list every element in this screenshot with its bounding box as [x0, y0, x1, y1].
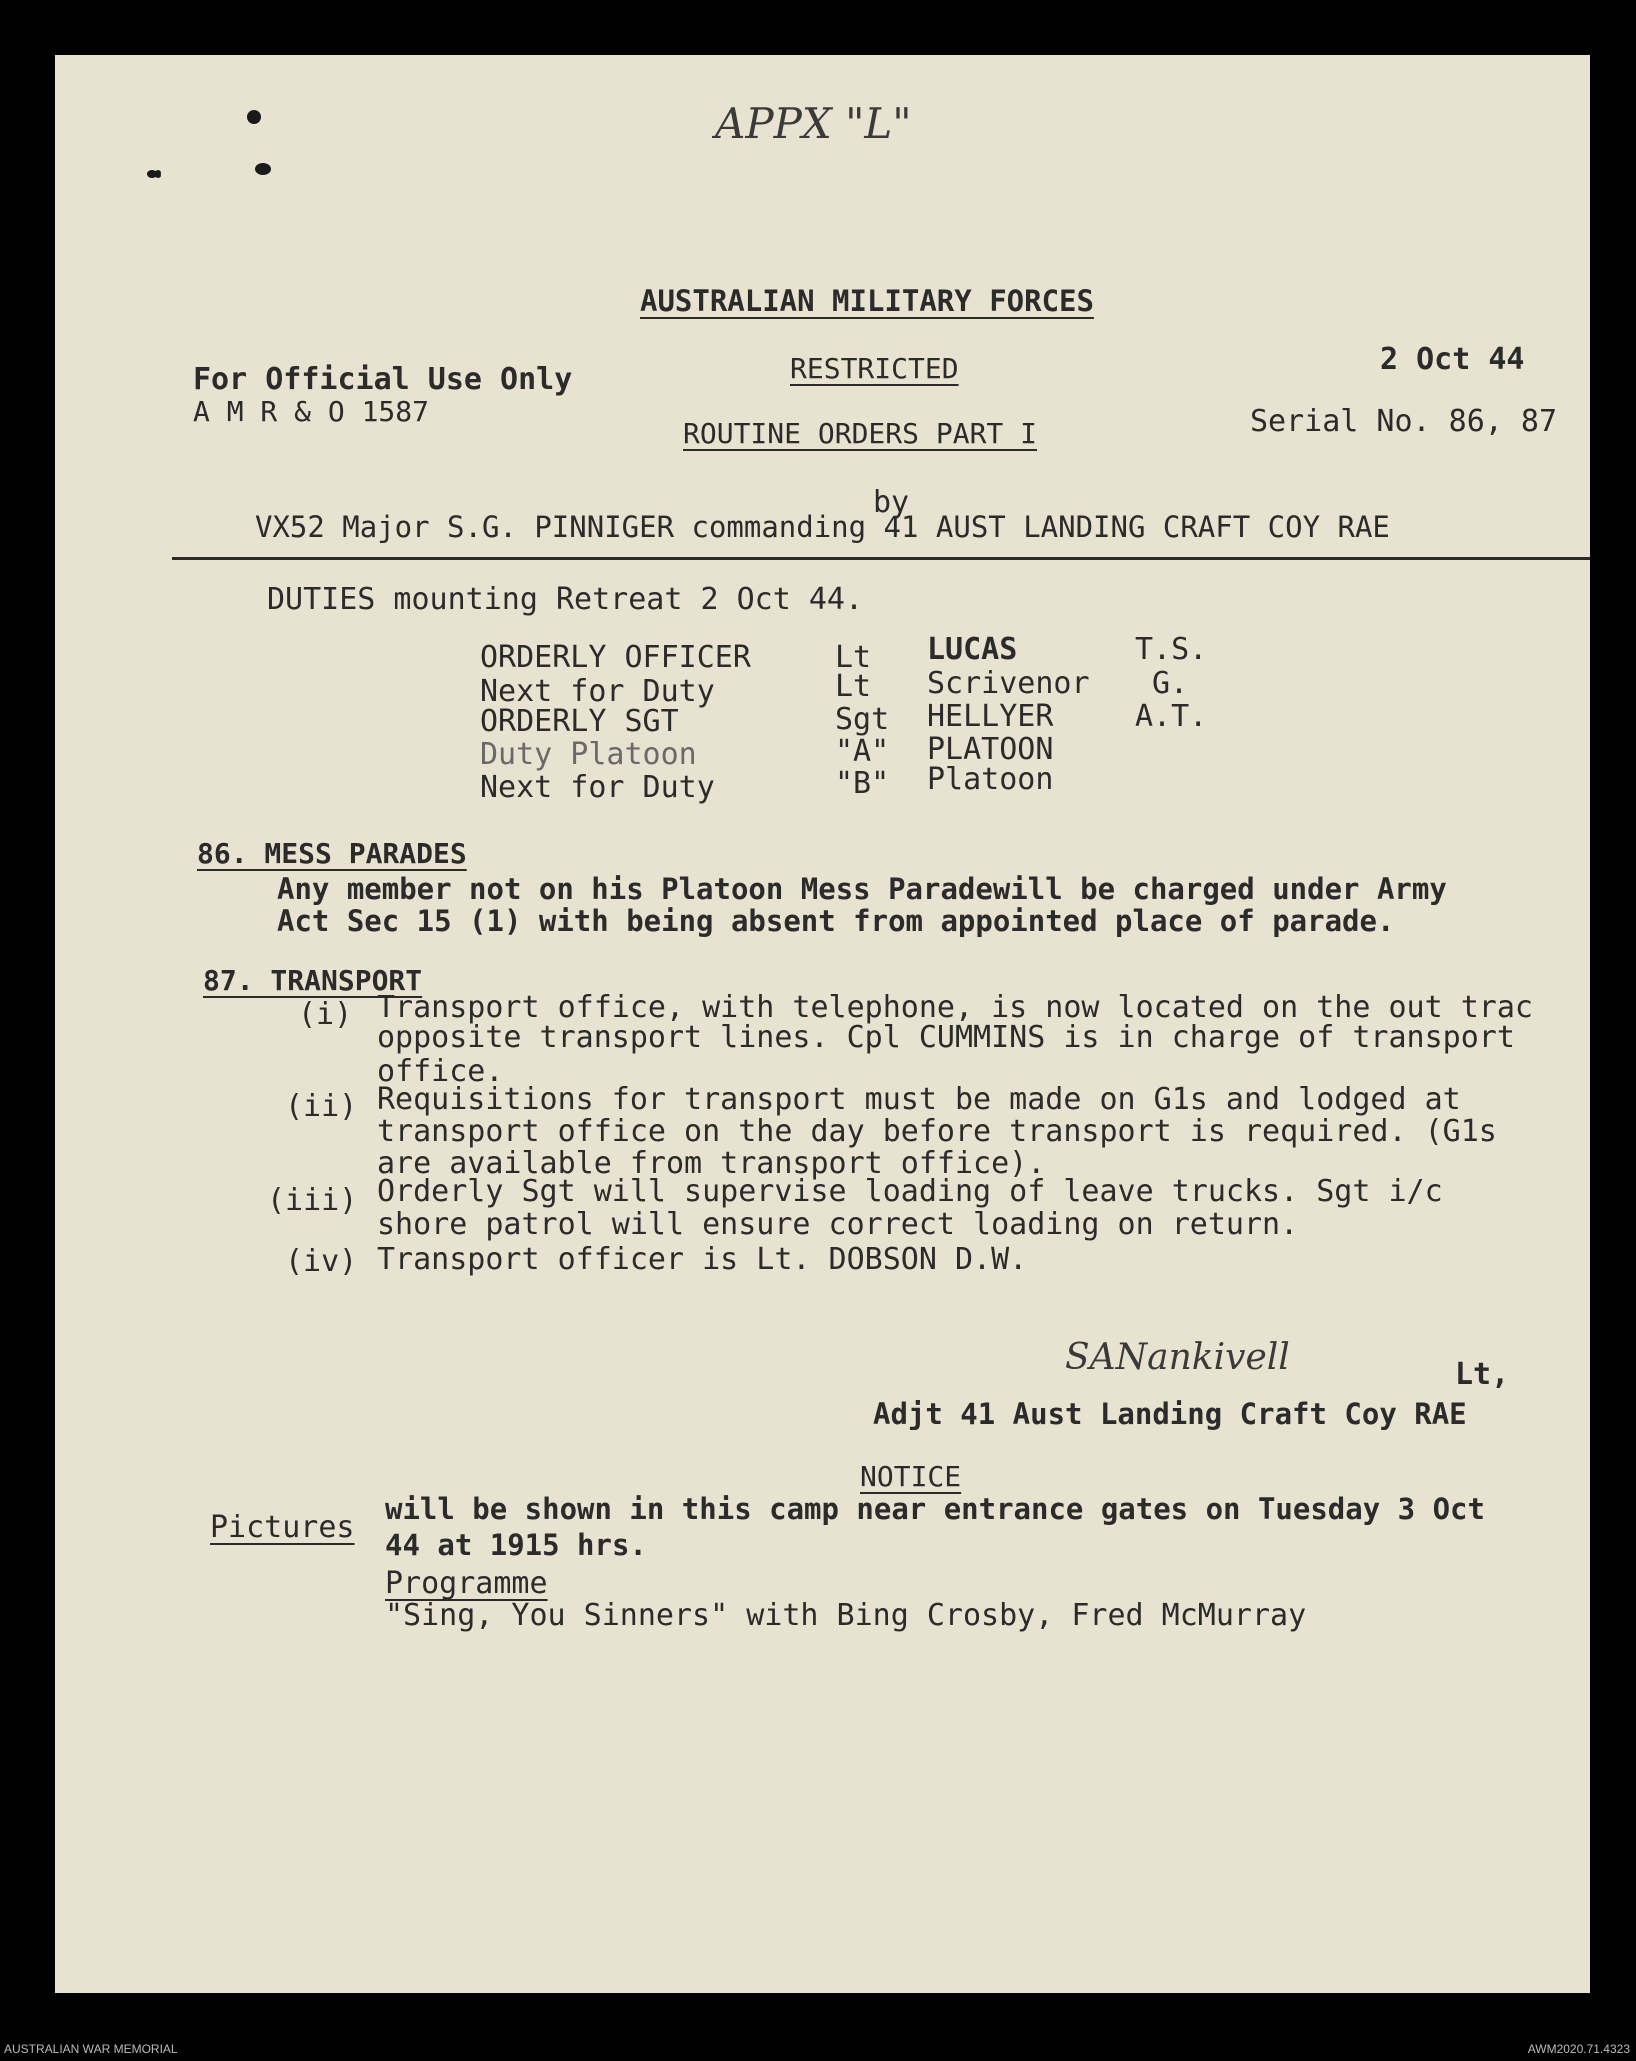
footer-accession: AWM2020.71.4323 — [1527, 2042, 1630, 2056]
point-line: office. — [377, 1054, 504, 1089]
duty-role: Next for Duty — [480, 770, 715, 805]
classification-label: RESTRICTED — [790, 352, 959, 385]
point-line: are available from transport office). — [377, 1146, 1046, 1181]
duty-rank: "B" — [835, 766, 890, 801]
item-86-heading: 86. MESS PARADES — [197, 837, 467, 870]
point-number: (i) — [298, 997, 353, 1032]
punch-hole-mark — [247, 110, 261, 124]
amr-reference: A M R & O 1587 — [193, 395, 430, 428]
duty-role: ORDERLY OFFICER — [480, 640, 751, 675]
duty-rank: Lt — [835, 669, 872, 704]
point-line: Orderly Sgt will supervise loading of leave trucks. Sgt i/c — [377, 1174, 1443, 1209]
duty-role: Duty Platoon — [480, 737, 697, 772]
point-line: transport office on the day before transport is required. (G1s — [377, 1114, 1497, 1149]
programme-label: Programme — [385, 1566, 548, 1601]
point-number: (iii) — [267, 1183, 358, 1218]
duty-initials: A.T. — [1135, 699, 1208, 734]
handwritten-signature: SANankivell — [1065, 1337, 1290, 1378]
document-page — [55, 55, 1590, 1993]
duty-rank: Lt — [835, 640, 872, 675]
notice-line: 44 at 1915 hrs. — [385, 1528, 647, 1562]
commander-line: VX52 Major S.G. PINNIGER commanding 41 AUST LANDING CRAFT COY RAE — [255, 510, 1390, 544]
orders-title: ROUTINE ORDERS PART I — [683, 417, 1038, 450]
point-line: Transport officer is Lt. DOBSON D.W. — [377, 1242, 1028, 1277]
punch-hole-mark — [255, 163, 271, 175]
duty-name: Platoon — [927, 762, 1054, 797]
point-number: (ii) — [285, 1089, 358, 1124]
notice-label: Pictures — [210, 1510, 355, 1545]
programme-line: "Sing, You Sinners" with Bing Crosby, Fred McMurray — [385, 1598, 1307, 1633]
document-title: AUSTRALIAN MILITARY FORCES — [640, 284, 1094, 318]
heading-rule — [172, 557, 1590, 560]
duty-name: Scrivenor — [927, 666, 1090, 701]
signatory-rank: Lt, — [1455, 1357, 1510, 1392]
punch-hole-mark — [155, 170, 161, 176]
duty-role: ORDERLY SGT — [480, 704, 679, 739]
point-line: Transport office, with telephone, is now located on the out trac — [377, 990, 1533, 1025]
duty-rank: "A" — [835, 734, 890, 769]
point-line: shore patrol will ensure correct loading on return. — [377, 1207, 1299, 1242]
item-87-heading: 87. TRANSPORT — [203, 964, 423, 997]
footer-institution: AUSTRALIAN WAR MEMORIAL — [4, 2042, 178, 2056]
point-line: opposite transport lines. Cpl CUMMINS is in charge of transport — [377, 1020, 1515, 1055]
duties-intro: DUTIES mounting Retreat 2 Oct 44. — [267, 582, 864, 617]
duty-initials: G. — [1152, 666, 1189, 701]
point-number: (iv) — [285, 1244, 358, 1279]
document-date: 2 Oct 44 — [1380, 342, 1525, 377]
by-label: by — [873, 485, 910, 520]
duty-name: LUCAS — [927, 632, 1018, 667]
item-86-line: Act Sec 15 (1) with being absent from appointed place of parade. — [277, 904, 1395, 938]
notice-heading: NOTICE — [860, 1460, 962, 1493]
official-use-label: For Official Use Only — [193, 362, 573, 397]
item-86-line: Any member not on his Platoon Mess Paradewill be charged under Army — [277, 872, 1447, 906]
point-line: Requisitions for transport must be made on G1s and lodged at — [377, 1082, 1461, 1117]
appendix-mark: APPX "L" — [715, 99, 912, 148]
duty-initials: T.S. — [1135, 632, 1208, 667]
duty-name: HELLYER — [927, 699, 1054, 734]
duty-name: PLATOON — [927, 732, 1054, 767]
duty-rank: Sgt — [835, 702, 890, 737]
signatory-title: Adjt 41 Aust Landing Craft Coy RAE — [873, 1397, 1467, 1431]
duty-role: Next for Duty — [480, 674, 715, 709]
notice-line: will be shown in this camp near entrance gates on Tuesday 3 Oct — [385, 1492, 1485, 1526]
serial-number: Serial No. 86, 87 — [1250, 404, 1558, 439]
